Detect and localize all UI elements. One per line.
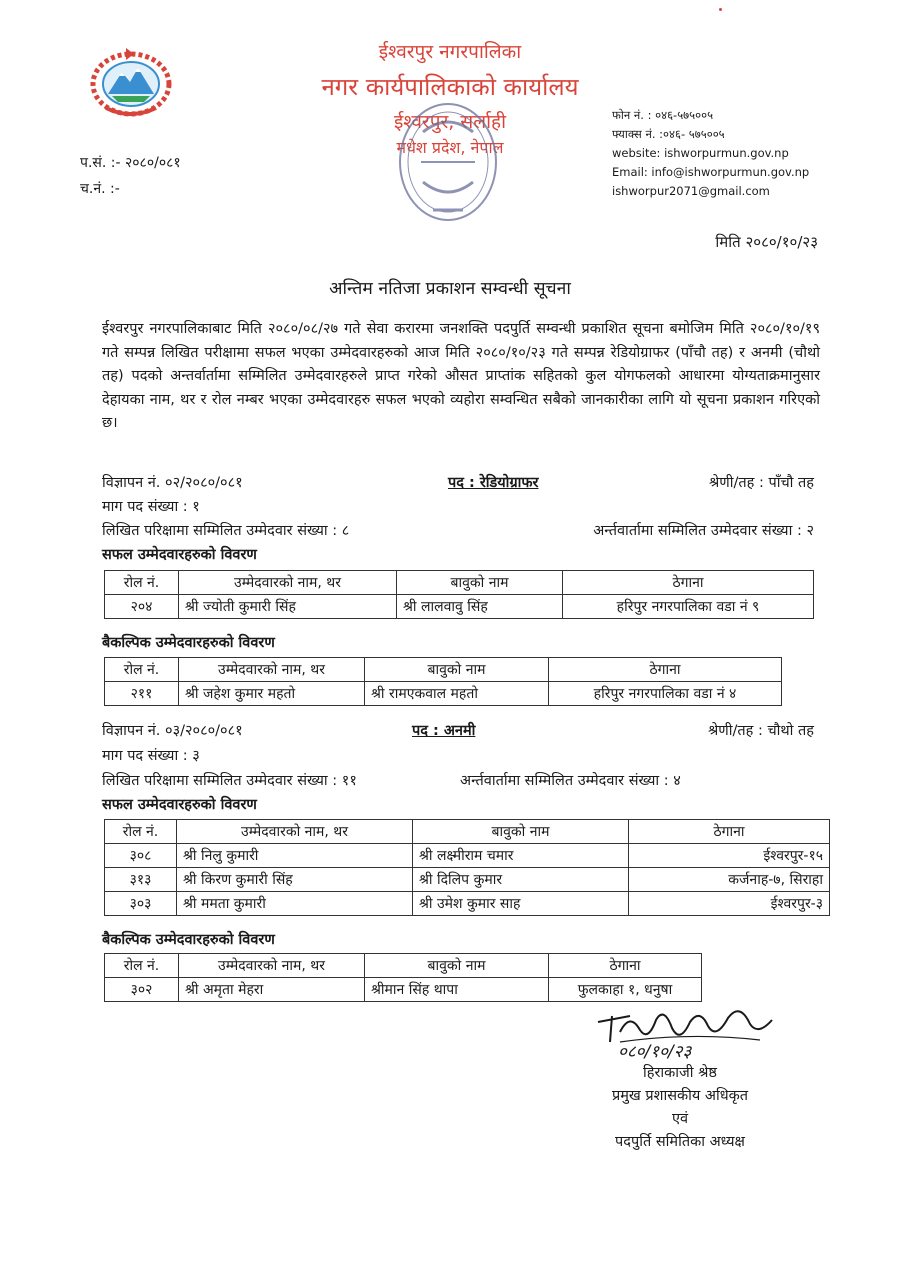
- section1-written-count: लिखित परिक्षामा सम्मिलित उम्मेदवार संख्या : ८: [102, 523, 350, 539]
- father-cell: श्री उमेश कुमार साह: [413, 892, 629, 916]
- column-header-roll: रोल नं.: [105, 658, 179, 682]
- section2-successful-heading: सफल उम्मेदवारहरुको विवरण: [102, 797, 257, 813]
- column-header-roll: रोल नं.: [105, 820, 177, 844]
- roll-cell: ३०३: [105, 892, 177, 916]
- name-cell: श्री अमृता मेहरा: [179, 978, 365, 1002]
- signatory-conjunction: एवं: [671, 1111, 689, 1127]
- table-header-row: [105, 571, 814, 595]
- section1-interview-count: अर्न्तवार्तामा सम्मिलित उम्मेदवार संख्या : २: [593, 523, 814, 539]
- dispatch-number: च.नं. :-: [80, 181, 120, 197]
- name-cell: श्री ममता कुमारी: [177, 892, 413, 916]
- section1-alternate-table: [104, 657, 782, 706]
- section1-demand-row: [102, 496, 814, 518]
- column-header-name: उम्मेदवारको नाम, थर: [179, 954, 365, 978]
- column-header-father: बावुको नाम: [365, 954, 549, 978]
- table-row: [105, 595, 814, 619]
- section1-level: श्रेणी/तह : पाँचौ तह: [709, 475, 814, 491]
- phone-number: फोन नं. : ०४६-५७५००५: [612, 108, 714, 122]
- column-header-name: उम्मेदवारको नाम, थर: [179, 571, 397, 595]
- name-cell: श्री जहेश कुमार महतो: [179, 682, 365, 706]
- address-cell: फुलकाहा १, धनुषा: [549, 978, 702, 1002]
- section1-successful-table: [104, 570, 814, 619]
- section2-alternate-table: [104, 953, 702, 1002]
- address-cell: हरिपुर नगरपालिका वडा नं ४: [549, 682, 782, 706]
- column-header-address: ठेगाना: [549, 954, 702, 978]
- column-header-father: बावुको नाम: [365, 658, 549, 682]
- section2-alternate-heading: बैकल्पिक उम्मेदवारहरुको विवरण: [102, 932, 275, 948]
- table-row: [105, 892, 830, 916]
- header-province: मधेश प्रदेश, नेपाल: [396, 138, 504, 157]
- table-header-row: [105, 820, 830, 844]
- reference-block: [80, 150, 181, 202]
- signature-date: ०८०/१०/२३: [618, 1042, 692, 1062]
- ink-dot: [719, 8, 722, 11]
- header-office-name: नगर कार्यपालिकाको कार्यालय: [321, 73, 579, 101]
- table-row: [105, 978, 702, 1002]
- header-municipality-name: ईश्वरपुर नगरपालिका: [378, 41, 522, 63]
- column-header-name: उम्मेदवारको नाम, थर: [177, 820, 413, 844]
- column-header-father: बावुको नाम: [413, 820, 629, 844]
- section1-count-row: [102, 520, 814, 542]
- father-cell: श्री दिलिप कुमार: [413, 868, 629, 892]
- handwritten-signature-icon: [590, 1002, 790, 1062]
- section2-level: श्रेणी/तह : चौथो तह: [707, 723, 814, 739]
- column-header-father: बावुको नाम: [397, 571, 563, 595]
- section2-meta-row: [102, 720, 814, 742]
- contact-block: [612, 106, 809, 201]
- section1-alternate-heading: बैकल्पिक उम्मेदवारहरुको विवरण: [102, 635, 275, 651]
- header-location: ईश्वरपुर, सर्लाही: [393, 111, 507, 133]
- father-cell: श्री रामएकवाल महतो: [365, 682, 549, 706]
- section2-advertisement-number: विज्ञापन नं. ०३/२०८०/०८१: [102, 723, 243, 739]
- section1-demand: माग पद संख्या : १: [102, 499, 200, 515]
- column-header-roll: रोल नं.: [105, 571, 179, 595]
- father-cell: श्री लालवावु सिंह: [397, 595, 563, 619]
- section2-demand-row: [102, 745, 814, 767]
- section1-meta-row: [102, 472, 814, 494]
- notice-title: अन्तिम नतिजा प्रकाशन सम्वन्धी सूचना: [329, 279, 571, 299]
- section2-count-row: [102, 770, 814, 792]
- roll-cell: २०४: [105, 595, 179, 619]
- section1-advertisement-number: विज्ञापन नं. ०२/२०८०/०८१: [102, 475, 243, 491]
- signatory-block: [560, 1062, 800, 1154]
- table-header-row: [105, 658, 782, 682]
- letter-number: प.सं. :- २०८०/०८१: [80, 155, 181, 171]
- email-link[interactable]: Email: info@ishworpurmun.gov.np: [612, 165, 810, 179]
- office-stamp-icon: [393, 92, 503, 227]
- email-link-secondary[interactable]: ishworpur2071@gmail.com: [612, 184, 770, 198]
- table-row: [105, 868, 830, 892]
- signatory-name: हिराकाजी श्रेष्ठ: [643, 1065, 717, 1081]
- roll-cell: ३०२: [105, 978, 179, 1002]
- notice-date: मिति २०८०/१०/२३: [715, 233, 818, 251]
- name-cell: श्री ज्योती कुमारी सिंह: [179, 595, 397, 619]
- column-header-address: ठेगाना: [629, 820, 830, 844]
- website-link[interactable]: website: ishworpurmun.gov.np: [612, 146, 789, 160]
- notice-body: ईश्वरपुर नगरपालिकाबाट मिति २०८०/०८/२७ गते सेवा करारमा जनशक्ति पदपुर्ति सम्वन्धी प्रकाशित सूचना बमोजिम मिति २०८०/१०/१९ गते सम्पन्न लिखित परीक्षामा सफल भएका उम्मेदवारहरुको आज मिति २०८०/१०/२३ गते सम्पन्न रेडियोग्राफर (पाँचौ तह) र अनमी (चौथो तह) पदको अन्तर्वार्तामा सम्मिलित उम्मेदवारहरुले प्राप्त गरेको औसत प्राप्तांक सहितको कुल योगफलको आधारमा योग्यताक्रमानुसार देहायका नाम, थर र रोल नम्बर भएका उम्मेदवारहरु सफल भएको व्यहोरा सम्वन्धित सबैको जानकारीका लागि यो सूचना प्रकाशन गरिएको छ।: [102, 321, 820, 431]
- name-cell: श्री किरण कुमारी सिंह: [177, 868, 413, 892]
- name-cell: श्री निलु कुमारी: [177, 844, 413, 868]
- roll-cell: २११: [105, 682, 179, 706]
- section2-demand: माग पद संख्या : ३: [102, 748, 200, 764]
- address-cell: हरिपुर नगरपालिका वडा नं ९: [563, 595, 814, 619]
- address-cell: ईश्वरपुर-१५: [629, 844, 830, 868]
- father-cell: श्रीमान सिंह थापा: [365, 978, 549, 1002]
- column-header-address: ठेगाना: [563, 571, 814, 595]
- section2-successful-table: [104, 819, 830, 916]
- table-row: [105, 844, 830, 868]
- section1-post: पद : रेडियोग्राफर: [448, 475, 539, 491]
- column-header-roll: रोल नं.: [105, 954, 179, 978]
- father-cell: श्री लक्ष्मीराम चमार: [413, 844, 629, 868]
- section2-post: पद : अनमी: [412, 723, 476, 739]
- signatory-designation: प्रमुख प्रशासकीय अधिकृत: [611, 1088, 749, 1104]
- table-header-row: [105, 954, 702, 978]
- column-header-name: उम्मेदवारको नाम, थर: [179, 658, 365, 682]
- roll-cell: ३०८: [105, 844, 177, 868]
- table-row: [105, 682, 782, 706]
- fax-number: फ्याक्स नं. :०४६- ५७५००५: [612, 127, 725, 141]
- address-cell: कर्जनाह-७, सिराहा: [629, 868, 830, 892]
- signatory-committee: पदपुर्ति समितिका अध्यक्ष: [615, 1134, 745, 1150]
- roll-cell: ३१३: [105, 868, 177, 892]
- section2-written-count: लिखित परिक्षामा सम्मिलित उम्मेदवार संख्या : ११: [102, 773, 357, 789]
- section2-interview-count: अर्न्तवार्तामा सम्मिलित उम्मेदवार संख्या : ४: [460, 773, 681, 789]
- column-header-address: ठेगाना: [549, 658, 782, 682]
- address-cell: ईश्वरपुर-३: [629, 892, 830, 916]
- section1-successful-heading: सफल उम्मेदवारहरुको विवरण: [102, 547, 257, 563]
